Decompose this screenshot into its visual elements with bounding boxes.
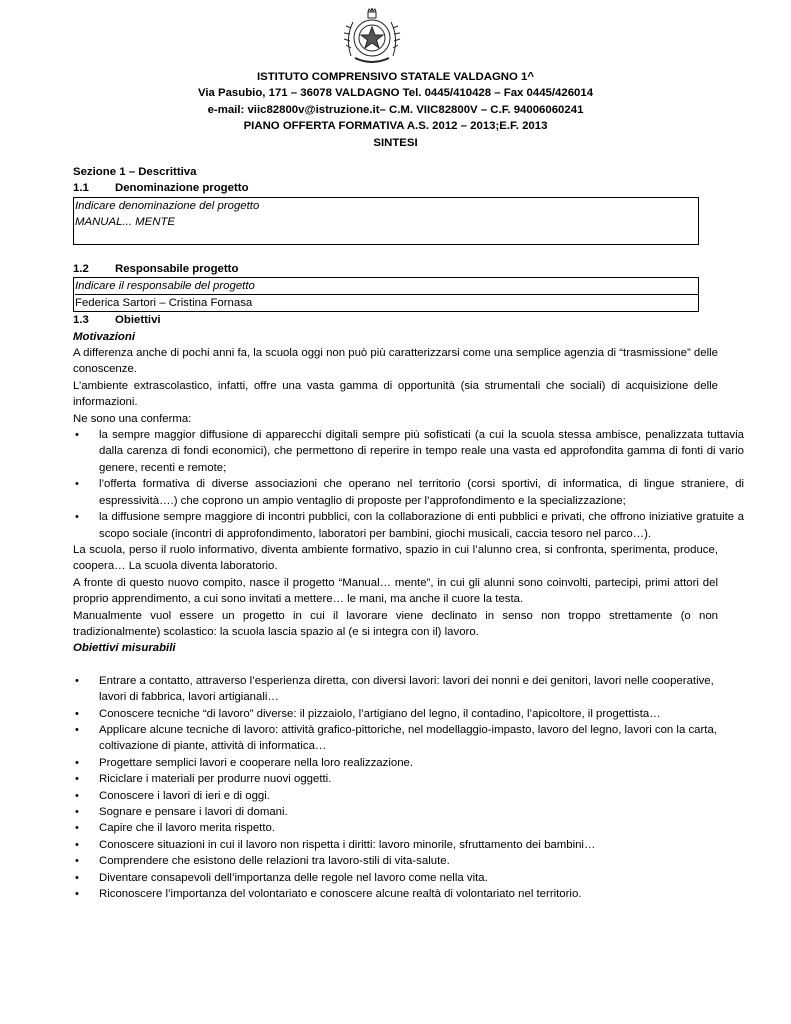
bullet-icon: • [75,707,79,720]
project-manager-hint: Indicare il responsabile del progetto [75,280,255,293]
list-item-text: Conoscere i lavori di ieri e di oggi. [99,789,270,802]
bullet-icon: • [75,511,79,524]
bullet-icon: • [75,871,79,884]
school-name: ISTITUTO COMPRENSIVO STATALE VALDAGNO 1^ [256,71,535,83]
subsection-title: Obiettivi [115,314,161,327]
objectives-list [73,673,718,903]
bullet-icon: • [75,674,79,687]
bullet-icon: • [75,478,79,491]
subsection-number: 1.2 [73,262,89,275]
paragraph: La scuola, perso il ruolo informativo, diventa ambiente formativo, spazio in cui l’alunno crea, si confronta, sperimenta, produce, coopera… La scuola diventa laboratorio. [73,543,718,573]
list-item-text: Capire che il lavoro merita rispetto. [99,822,275,835]
paragraph: A differenza anche di pochi anni fa, la scuola oggi non può più caratterizzarsi come una semplice agenzia di “trasmissione” delle conoscenze. [73,347,718,376]
list-item-text: Progettare semplici lavori e cooperare nella loro realizzazione. [99,756,414,769]
bullet-icon: • [75,855,79,868]
list-item-text: Comprendere che esistono delle relazioni tra lavoro-stili di vita-salute. [99,855,450,868]
paragraph: L’ambiente extrascolastico, infatti, offre una vasta gamma di opportunità (sia strumentali che sociali) di acquisizione delle informazioni. [73,379,718,409]
project-name-hint: Indicare denominazione del progetto [75,199,260,212]
list-item [73,427,744,476]
motivations-list [73,427,744,542]
list-item [73,706,718,722]
bullet-icon: • [75,806,79,818]
subsection-title: Denominazione progetto [115,182,249,195]
plan-title: PIANO OFFERTA FORMATIVA A.S. 2012 – 2013;E.F. 2013 [243,120,548,133]
list-item [73,476,744,509]
list-item-text: la diffusione sempre maggiore di incontri pubblici, con la collaborazione di enti pubblici e privati, che offrono iniziative gratuite a scopo sociale (incontri di approfondimento, laboratori per bambini, giochi musicali, caccia tesoro nel parco…). [99,511,744,540]
list-item [73,771,718,787]
paragraph: A fronte di questo nuovo compito, nasce il progetto “Manual… mente”, in cui gli alunni sono coinvolti, partecipi, primi attori del proprio apprendimento, a cui sono invitati a mettere… le mani, ma anche il cuore la testa. [73,576,718,606]
list-item [73,820,718,836]
motivations-title: Motivazioni [73,330,136,343]
subsection-number: 1.3 [73,314,89,327]
paragraph: Manualmente vuol essere un progetto in cui il lavorare viene declinato in senso non troppo strettamente (o non tradizionalmente) scolastico: la scuola lascia spazio al (e si integra con il) lavoro. [73,609,718,638]
document-content [73,164,744,902]
bullet-icon: • [75,838,79,851]
list-item [73,853,718,869]
school-contacts: e-mail: viic82800v@istruzione.it– C.M. VIIC82800V – C.F. 94006060241 [207,103,584,116]
school-address: Via Pasubio, 171 – 36078 VALDAGNO Tel. 0445/410428 – Fax 0445/426014 [197,87,594,100]
list-item [73,788,718,804]
list-item [73,509,744,542]
list-item-text: Entrare a contatto, attraverso l’esperienza diretta, con diversi lavori: lavori dei nonni e dei genitori, lavori nelle cooperative, lavori di fabbrica, lavori artigianali… [99,674,714,704]
project-name-box [73,197,699,245]
bullet-icon: • [75,822,79,835]
bullet-icon: • [75,888,79,901]
list-item-text: Riciclare i materiali per produrre nuovi oggetti. [99,773,332,786]
project-manager-value: Federica Sartori – Cristina Fornasa [75,294,698,311]
list-item-text: Conoscere tecniche “di lavoro” diverse: il pizzaiolo, l’artigiano del legno, il contadino, l’apicoltore, il progettista… [99,707,661,720]
list-item-text: la sempre maggior diffusione di apparecchi digitali sempre più sofisticati (a cui la scuola stessa ambisce, penalizzata tuttavia dalla carenza di fondi economici), che permettono di reperire in tempo reale una vasta ed approfondita gamma di fonti di vario genere, recenti e remote; [99,429,744,474]
bullet-icon: • [75,773,79,786]
list-item [73,886,718,902]
italian-republic-emblem-icon [341,8,403,64]
bullet-icon: • [75,429,79,442]
list-item-text: Applicare alcune tecniche di lavoro: attività grafico-pittoriche, nel modellaggio-impasto, lavoro del legno, lavori con la carta, coltivazione di piante, attività di informatica… [99,723,717,753]
list-item [73,755,718,771]
list-item-text: Riconoscere l’importanza del volontariato e conoscere alcune realtà di volontariato nel territorio. [99,888,582,901]
bullet-icon: • [75,756,79,769]
list-item-text: l’offerta formativa di diverse associazioni che operano nel territorio (corsi sportivi, di informatica, di lingue straniere, di espressività….) che coprono un ampio ventaglio di proposte per l’approfondimento e la specializzazione; [99,478,744,507]
list-item [73,870,718,886]
subsection-heading-1-2 [73,261,718,277]
project-manager-box [73,277,699,312]
list-item [73,804,718,820]
list-item-text: Conoscere situazioni in cui il lavoro non rispetta i diritti: lavoro minorile, sfruttamento dei bambini… [99,838,596,851]
subsection-heading-1-3 [73,312,718,328]
list-item-text: Sognare e pensare i lavori di domani. [99,806,288,818]
school-header [73,69,718,151]
list-item [73,673,718,706]
subsection-title: Responsabile progetto [115,262,239,275]
plan-subtitle: SINTESI [373,136,418,149]
list-item [73,837,718,853]
paragraph: Ne sono una conferma: [73,412,192,425]
list-item-text: Diventare consapevoli dell’importanza delle regole nel lavoro come nella vita. [99,871,488,884]
bullet-icon: • [75,789,79,802]
subsection-heading-1-1 [73,180,718,196]
bullet-icon: • [75,723,79,736]
section-title: Sezione 1 – Descrittiva [73,166,197,178]
measurable-objectives-title: Obiettivi misurabili [73,642,176,655]
project-name-value: MANUAL... MENTE [75,216,175,229]
list-item [73,722,718,755]
subsection-number: 1.1 [73,182,89,195]
